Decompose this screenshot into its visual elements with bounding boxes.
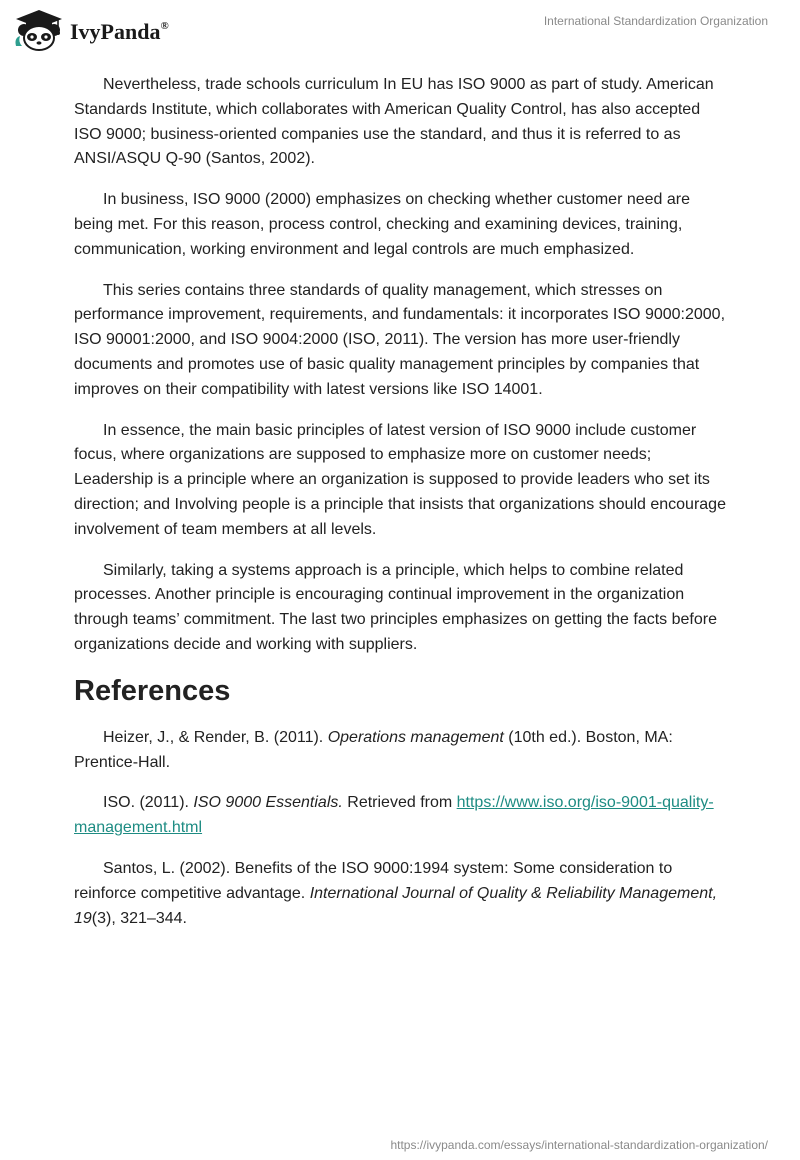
paragraph: Similarly, taking a systems approach is a principle, which helps to combine related processes. Another principle is encouraging continual improvement in the organization through teams’ commitment. The last two principles emphasizes on getting the facts before organizations decide and working with suppliers.	[74, 561, 717, 653]
document-title: International Standardization Organization	[543, 14, 768, 28]
page-footer-url: https://ivypanda.com/essays/international-standardization-organization/	[390, 1138, 768, 1152]
paragraph: Nevertheless, trade schools curriculum In EU has ISO 9000 as part of study. American Standards Institute, which collaborates with American Quality Control, has also accepted ISO 9000; business-oriented companies use the standard, and thus it is referred to as ANSI/ASQU Q-90 (Santos, 2002).	[74, 76, 714, 168]
reference-link[interactable]: https://www.iso.org/iso-9001-quality-management.html	[74, 794, 714, 837]
ivypanda-logo[interactable]	[12, 8, 169, 52]
reference-item: Santos, L. (2002). Benefits of the ISO 9000:1994 system: Some consideration to reinforce competitive advantage. International Journal of Quality & Reliability Management, 19(3), 321–344.	[74, 859, 718, 927]
page-header	[0, 0, 800, 70]
essay-body	[74, 73, 726, 947]
panda-graduate-icon	[12, 8, 66, 52]
paragraph: In business, ISO 9000 (2000) emphasizes on checking whether customer need are being met. For this reason, process control, checking and examining devices, training, communication, working environment and legal controls are much emphasized.	[74, 191, 690, 258]
reference-item: Heizer, J., & Render, B. (2011). Operations management (10th ed.). Boston, MA: Prentice-Hall.	[74, 728, 673, 771]
reference-item: ISO. (2011). ISO 9000 Essentials. Retrieved from https://www.iso.org/iso-9001-quality-management.html	[74, 794, 714, 837]
brand-name: IvyPanda®	[70, 19, 169, 44]
paragraph: In essence, the main basic principles of latest version of ISO 9000 include customer focus, where organizations are supposed to emphasize more on customer needs; Leadership is a principle where an organization is supposed to provide leaders who set its direction; and Involving people is a principle that insists that organizations should encourage involvement of team members at all levels.	[74, 421, 726, 538]
paragraph: This series contains three standards of quality management, which stresses on performance improvement, requirements, and fundamentals: it incorporates ISO 9000:2000, ISO 90001:2000, and ISO 9004:2000 (ISO, 2011). The version has more user-friendly documents and promotes use of basic quality management principles by companies that improves on their compatibility with latest versions like ISO 14001.	[74, 281, 726, 398]
references-heading: References	[74, 674, 231, 707]
